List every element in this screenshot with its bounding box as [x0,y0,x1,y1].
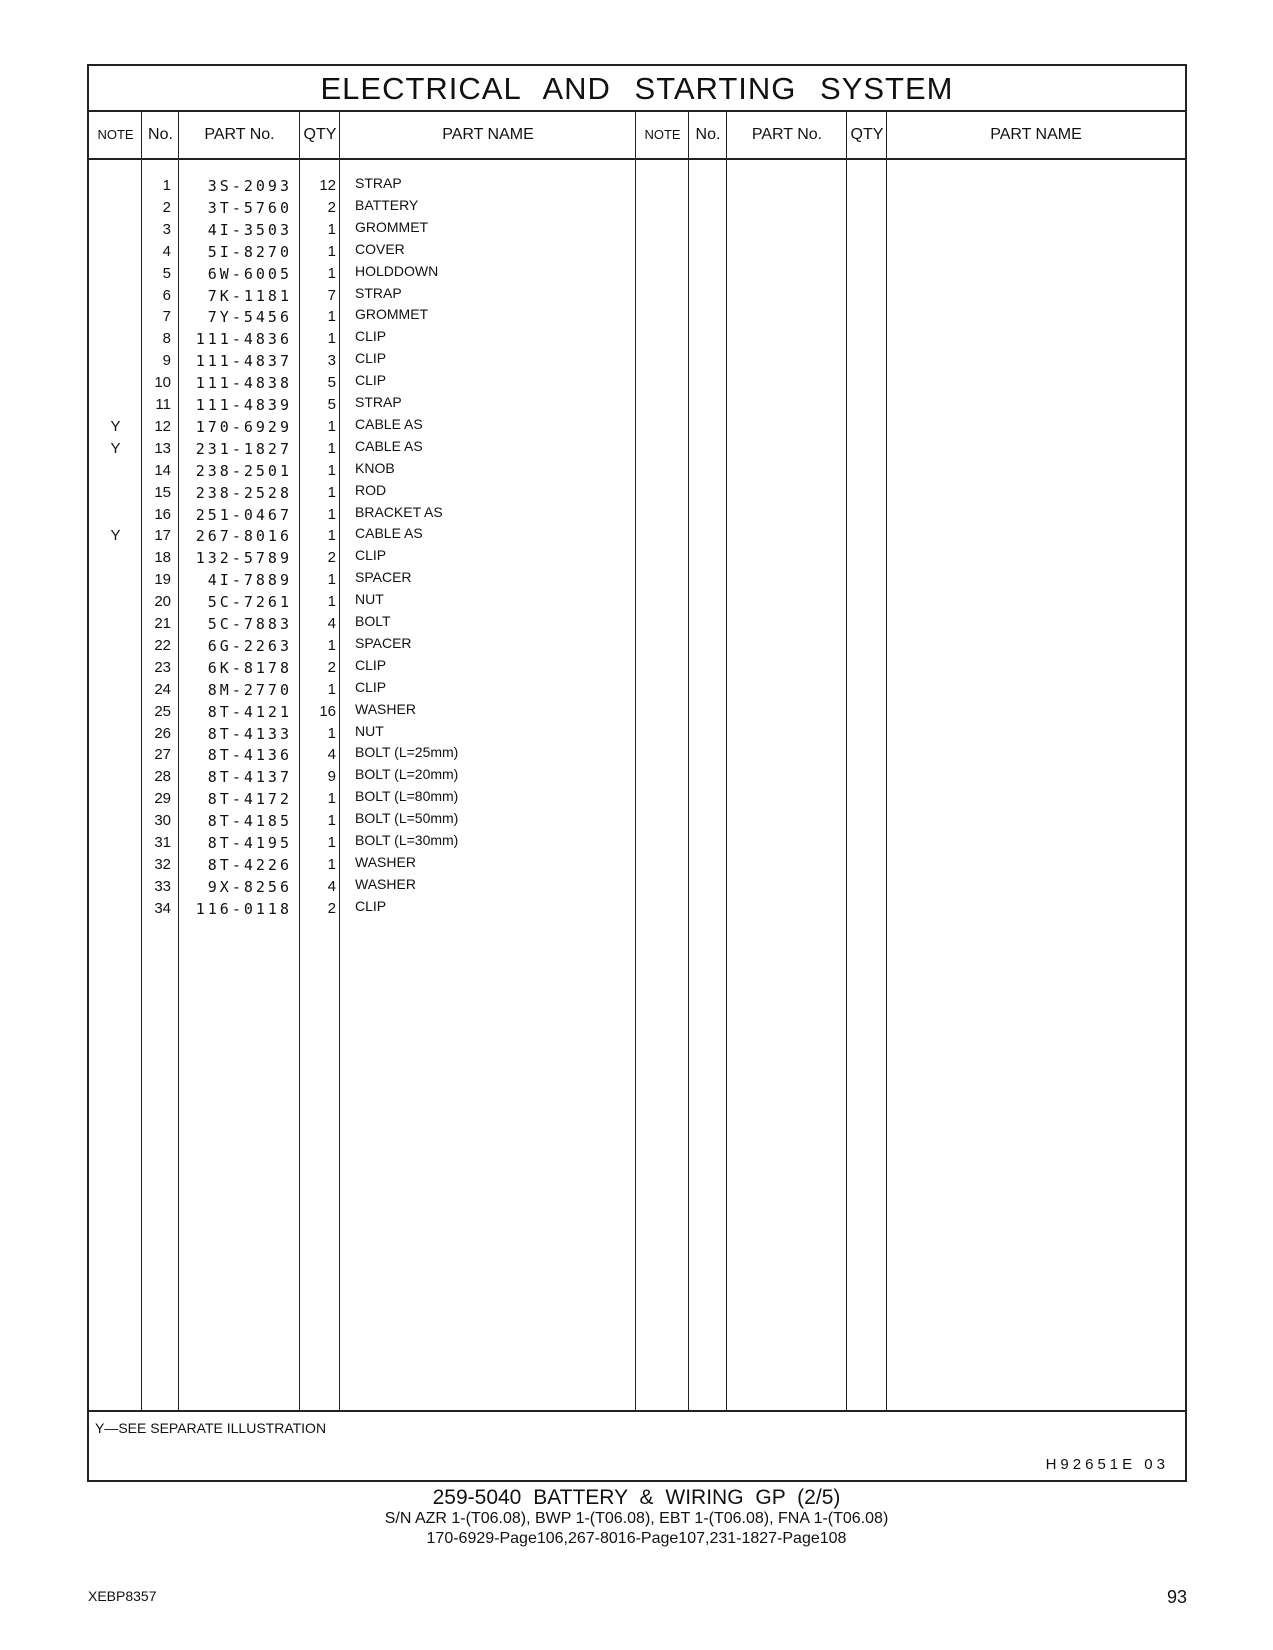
row-part-number: 8T-4121 [207,702,292,721]
row-number: 16 [154,505,171,523]
row-part-number: 6K-8178 [207,658,292,677]
row-part-number: 5C-7261 [207,593,292,612]
row-quantity: 9 [327,768,336,786]
parts-list [89,160,1185,1410]
row-quantity: 3 [327,352,336,370]
row-number: 22 [154,636,171,654]
row-part-name: NUT [355,591,384,608]
table-row [89,678,689,701]
row-part-number: 8T-4185 [207,812,292,831]
row-quantity: 1 [327,636,336,654]
row-quantity: 1 [327,790,336,808]
row-number: 28 [154,768,171,786]
row-quantity: 12 [319,177,336,194]
row-part-number: 116-0118 [195,899,292,918]
row-number: 2 [162,198,171,216]
row-part-name: BRACKET AS [355,503,443,520]
table-row [89,371,689,394]
row-number: 7 [162,308,171,326]
row-part-number: 3S-2093 [207,177,292,195]
row-number: 27 [154,746,171,764]
row-quantity: 1 [327,505,336,523]
row-part-number: 8M-2770 [207,680,292,699]
row-part-number: 267-8016 [195,527,292,546]
row-number: 21 [154,615,171,632]
row-part-name: STRAP [355,394,402,410]
header-part-no: PART No. [204,126,275,143]
row-quantity: 1 [327,724,336,742]
row-number: 4 [162,242,171,260]
table-row [89,700,689,723]
row-number: 29 [154,790,171,808]
row-note: Y [110,417,121,435]
row-number: 9 [162,352,171,370]
row-number: 33 [154,877,171,895]
row-number: 15 [154,483,171,501]
row-number: 24 [154,680,171,698]
row-part-name: BOLT (L=50mm) [355,810,459,827]
table-row [89,809,689,832]
row-part-name: BOLT (L=20mm) [355,766,459,783]
row-part-number: 8T-4195 [207,834,292,852]
group-caption: 259-5040 BATTERY & WIRING GP (2/5) [432,1486,841,1509]
row-number: 32 [154,855,171,873]
row-number: 11 [155,396,171,413]
illustration-code: H92651E 03 [1045,1456,1169,1473]
row-quantity: 1 [327,417,336,435]
row-part-name: BOLT (L=80mm) [355,788,459,805]
table-row [89,897,689,920]
row-part-name: BOLT [355,613,391,629]
row-number: 8 [162,330,171,348]
row-quantity: 1 [327,439,336,457]
row-quantity: 2 [327,549,336,567]
row-quantity: 5 [327,396,336,413]
table-row [89,524,689,547]
row-part-number: 8T-4136 [207,746,292,765]
row-number: 23 [154,658,171,676]
row-part-number: 132-5789 [195,549,292,568]
row-number: 6 [162,286,171,304]
row-part-name: ROD [355,481,387,498]
row-part-number: 111-4837 [195,352,292,371]
serial-numbers: S/N AZR 1-(T06.08), BWP 1-(T06.08), EBT 1-(T06.08), FNA 1-(T06.08) [384,1510,889,1527]
row-part-number: 251-0467 [195,505,292,524]
table-row [89,590,689,613]
row-quantity: 1 [327,571,336,589]
row-part-number: 111-4839 [195,396,292,414]
row-number: 26 [154,724,171,742]
header-part-no-right: PART No. [751,126,823,143]
row-part-name: CABLE AS [355,415,423,432]
row-number: 14 [154,461,171,479]
table-row [89,765,689,788]
table-header [89,112,1185,160]
row-quantity: 1 [327,330,336,348]
row-quantity: 2 [327,658,336,676]
row-part-name: BOLT (L=25mm) [355,744,459,761]
row-number: 19 [154,571,171,589]
row-quantity: 4 [327,746,336,764]
row-number: 3 [162,220,171,238]
row-part-number: 238-2528 [195,483,292,502]
table-row [89,568,689,591]
table-row [89,196,689,219]
table-row [89,459,689,482]
row-number: 20 [154,593,171,611]
table-row [89,875,689,898]
row-quantity: 1 [327,308,336,326]
row-quantity: 1 [327,220,336,238]
row-part-name: CLIP [355,328,387,345]
row-part-name: WASHER [355,700,416,717]
page-number: 93 [1166,1587,1187,1607]
row-quantity: 7 [327,286,336,304]
row-number: 31 [154,834,171,851]
row-part-number: 9X-8256 [207,877,292,896]
header-qty: QTY [303,126,337,143]
row-quantity: 1 [327,834,336,851]
row-part-name: CABLE AS [355,525,423,542]
footnote: Y—SEE SEPARATE ILLUSTRATION [95,1420,327,1436]
row-quantity: 5 [327,374,336,392]
row-number: 10 [154,374,171,392]
header-note-right: NOTE [644,127,681,142]
row-quantity: 2 [327,899,336,917]
table-row [89,437,689,460]
row-part-name: CABLE AS [355,437,423,454]
row-part-number: 170-6929 [195,417,292,436]
table-row [89,174,689,197]
table-row [89,743,689,766]
row-part-number: 8T-4226 [207,855,292,874]
row-quantity: 1 [327,855,336,873]
row-part-number: 7Y-5456 [207,308,292,327]
table-row [89,853,689,876]
row-part-name: COVER [355,240,405,257]
row-part-name: STRAP [355,175,402,191]
row-number: 34 [154,899,171,917]
header-no: No. [148,126,173,143]
row-number: 17 [154,527,171,545]
row-quantity: 1 [327,812,336,830]
row-part-name: SPACER [355,634,412,651]
row-quantity: 2 [327,198,336,216]
row-part-number: 111-4836 [195,330,292,349]
table-row [89,481,689,504]
row-part-number: 5I-8270 [207,242,292,261]
table-row [89,612,689,635]
row-part-number: 4I-3503 [207,220,292,239]
table-row [89,327,689,350]
row-quantity: 1 [327,242,336,260]
row-part-name: WASHER [355,875,416,892]
table-row [89,787,689,810]
table-row [89,415,689,438]
row-part-number: 7K-1181 [207,286,292,305]
row-part-name: CLIP [355,897,387,914]
header-part-name-right: PART NAME [990,126,1082,143]
row-note: Y [110,527,121,545]
row-quantity: 1 [327,483,336,501]
row-part-name: CLIP [355,372,387,389]
parts-table-frame [87,64,1187,1482]
row-number: 1 [162,177,171,194]
table-row [89,349,689,372]
row-part-name: WASHER [355,853,416,870]
row-part-number: 8T-4172 [207,790,292,809]
row-part-number: 4I-7889 [207,571,292,590]
row-part-name: STRAP [355,284,402,301]
row-quantity: 1 [327,461,336,479]
table-row [89,656,689,679]
row-part-name: BATTERY [355,196,419,213]
table-row [89,262,689,285]
row-part-name: HOLDDOWN [355,262,439,279]
row-quantity: 1 [327,527,336,545]
row-part-name: CLIP [355,547,387,564]
row-number: 18 [154,549,171,567]
page-title: ELECTRICAL AND STARTING SYSTEM [89,66,1185,112]
footnote-band [89,1410,1185,1482]
row-part-name: GROMMET [355,306,429,323]
row-part-name: SPACER [355,569,412,586]
page-references: 170-6929-Page106,267-8016-Page107,231-1827-Page108 [426,1530,847,1547]
table-row [89,218,689,241]
row-part-number: 111-4838 [195,374,292,393]
row-quantity: 16 [319,702,336,720]
row-part-number: 8T-4133 [207,724,292,743]
row-part-name: CLIP [355,656,387,673]
row-part-name: BOLT (L=30mm) [355,832,459,848]
table-row [89,240,689,263]
table-row [89,831,689,854]
row-part-number: 3T-5760 [207,198,292,217]
row-part-number: 5C-7883 [207,615,292,633]
row-number: 30 [154,812,171,830]
document-id: XEBP8357 [88,1588,157,1604]
row-part-number: 238-2501 [195,461,292,480]
table-row [89,305,689,328]
row-part-number: 8T-4137 [207,768,292,787]
row-quantity: 1 [327,264,336,282]
header-part-name: PART NAME [442,126,534,143]
row-part-number: 231-1827 [195,439,292,458]
row-note: Y [110,439,121,457]
row-part-name: CLIP [355,678,387,695]
row-number: 25 [154,702,171,720]
table-row [89,393,689,416]
table-row [89,284,689,307]
row-quantity: 1 [327,593,336,611]
row-part-name: GROMMET [355,218,429,235]
header-no-right: No. [695,126,721,143]
table-row [89,503,689,526]
row-part-name: CLIP [355,350,387,367]
row-part-number: 6G-2263 [207,636,292,655]
row-quantity: 4 [327,877,336,895]
row-number: 5 [162,264,171,282]
row-number: 13 [154,439,171,457]
row-quantity: 1 [327,680,336,698]
row-part-number: 6W-6005 [207,264,292,283]
header-qty-right: QTY [850,126,884,143]
table-row [89,634,689,657]
table-row [89,722,689,745]
row-part-name: KNOB [355,459,395,476]
table-row [89,546,689,569]
row-part-name: NUT [355,722,384,739]
row-number: 12 [154,417,171,435]
row-quantity: 4 [327,615,336,632]
header-note: NOTE [97,127,134,142]
